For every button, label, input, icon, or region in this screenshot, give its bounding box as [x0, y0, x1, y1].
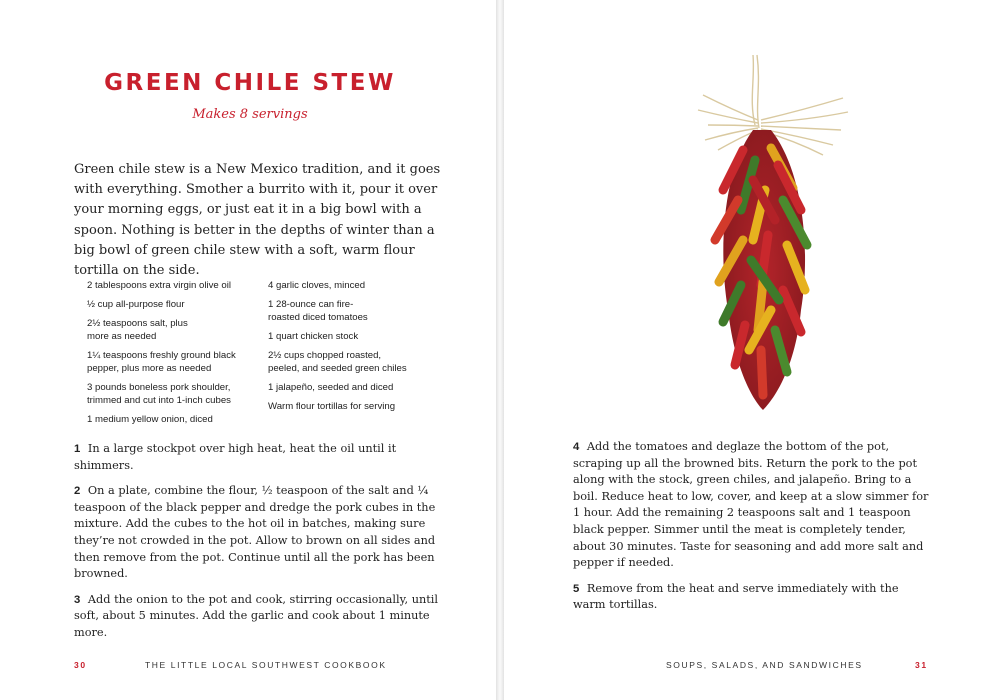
right-page — [503, 0, 1000, 700]
step-text: Remove from the heat and serve immediately with the warm tortillas. — [573, 581, 899, 612]
ingredient-item: 1 28-ounce can fire- roasted diced tomatoes — [268, 299, 368, 323]
recipe-intro: Green chile stew is a New Mexico tradition, and it goes with everything. Smother a burrito with it, pour it over your morning eggs, or just eat it in a big bowl with a spoon. Nothing is better in the depths of winter than a big bowl of green chile stew with a soft, warm flour tortilla on the side. — [74, 162, 441, 279]
step-2 — [74, 483, 444, 583]
ingredient-item: ½ cup all-purpose flour — [87, 299, 185, 310]
ingredient-item: 2½ cups chopped roasted, peeled, and seeded green chiles — [268, 350, 407, 374]
step-3 — [74, 592, 444, 642]
step-number: 1 — [74, 443, 81, 455]
ingredient-item: 2 tablespoons extra virgin olive oil — [87, 280, 231, 291]
chile-ristra-icon — [683, 50, 863, 420]
left-page — [0, 0, 497, 700]
ingredients-column-2 — [268, 279, 448, 419]
step-1 — [74, 441, 444, 474]
ingredient-item: 1 quart chicken stock — [268, 331, 359, 342]
step-number: 3 — [74, 593, 81, 606]
ingredient-item: 1 medium yellow onion, diced — [87, 414, 213, 425]
step-number: 4 — [573, 441, 580, 453]
step-text: Add the tomatoes and deglaze the bottom of the pot, scraping up all the browned bits. Return the pork to the pot along with the stock, green chiles, and jalapeño. Bring to a boil. Reduce heat to low, cover, and keep at a slow simmer for 1 hour. Add the remaining 2 teaspoons salt and 1 teaspoon black pepper. Simmer until the meat is completely tender, about 30 minutes. Taste for seasoning and add more salt and pepper if needed. — [573, 440, 929, 570]
step-text: Add the onion to the pot and cook, stirring occasionally, until soft, about 5 minutes. Add the garlic and cook about 1 minute more. — [74, 592, 439, 639]
ingredient-item: 3 pounds boneless pork shoulder, trimmed and cut into 1-inch cubes — [87, 382, 231, 406]
step-text: In a large stockpot over high heat, heat the oil until it shimmers. — [74, 442, 397, 472]
step-text: On a plate, combine the flour, ½ teaspoon of the salt and ¼ teaspoon of the black pepper and dredge the pork cubes in the mixture. Add the cubes to the hot oil in batches, making sure they’re not crowded in the pot. Allow to brown on all sides and then remove from the pot. Continue until all the pork has been browned. — [74, 484, 436, 581]
step-number: 2 — [74, 485, 81, 498]
recipe-title: GREEN CHILE STEW — [104, 70, 396, 96]
step-number: 5 — [573, 582, 580, 595]
right-running-head: SOUPS, SALADS, AND SANDWICHES — [666, 660, 863, 670]
left-running-head: THE LITTLE LOCAL SOUTHWEST COOKBOOK — [145, 660, 387, 670]
step-5 — [573, 581, 933, 614]
ingredient-item: Warm flour tortillas for serving — [268, 401, 396, 412]
steps-left — [74, 441, 444, 651]
right-page-number: 31 — [915, 660, 928, 670]
ingredient-item: 1 jalapeño, seeded and diced — [268, 382, 394, 393]
ingredient-item: 2½ teaspoons salt, plus more as needed — [87, 318, 188, 342]
steps-right — [573, 439, 933, 623]
step-4 — [573, 439, 933, 572]
left-page-number: 30 — [74, 660, 87, 670]
ingredients-column-1 — [87, 279, 265, 432]
ingredient-item: 4 garlic cloves, minced — [268, 280, 366, 291]
ingredient-item: 1¼ teaspoons freshly ground black pepper, plus more as needed — [87, 350, 236, 374]
recipe-servings: Makes 8 servings — [192, 107, 308, 122]
